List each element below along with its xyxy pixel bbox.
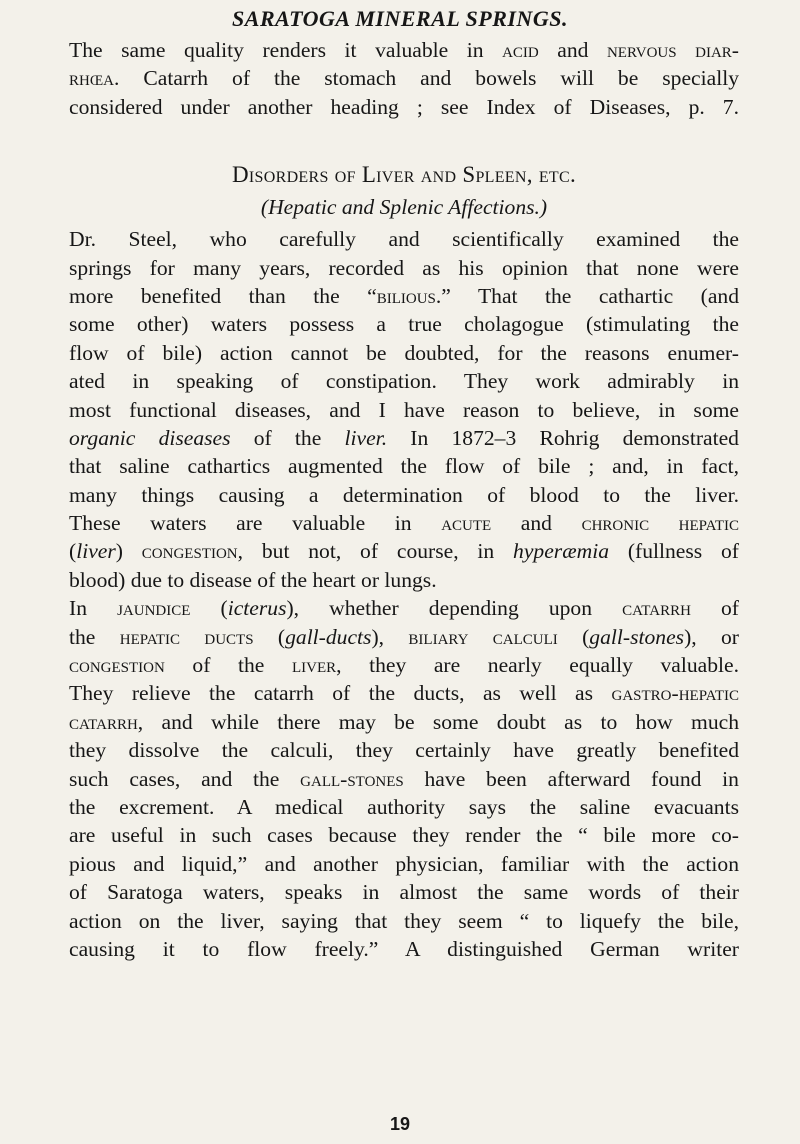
text-line xyxy=(69,367,739,395)
text-line xyxy=(69,793,739,821)
text-run: many things causing a determination of blood to the liver. xyxy=(69,482,739,507)
text-run: gall-stones xyxy=(589,624,685,649)
text-line xyxy=(69,64,739,92)
text-run: ), or xyxy=(684,624,739,649)
text-line xyxy=(69,708,739,736)
text-run: and xyxy=(538,38,607,62)
section-subheading xyxy=(69,191,739,225)
text-run: blood) due to disease of the heart or lungs. xyxy=(69,567,437,592)
text-run: liver xyxy=(76,539,116,564)
text-run: acid xyxy=(502,38,539,62)
text-run: liver. xyxy=(344,425,388,450)
text-run: of Saratoga waters, speaks in almost the same words of their xyxy=(69,880,739,905)
text-line xyxy=(69,878,739,906)
text-line xyxy=(69,424,739,452)
text-run: hepatic ducts xyxy=(119,624,254,649)
text-line xyxy=(69,396,739,424)
text-run: gall-ducts xyxy=(285,624,372,649)
text-run: ated in speaking of constipation. They work admirably in xyxy=(69,369,739,394)
page-number: 19 xyxy=(389,1114,411,1134)
text-run: jaundice xyxy=(117,596,191,621)
text-run: ( xyxy=(69,539,77,564)
text-line xyxy=(69,452,739,480)
text-line xyxy=(69,225,739,253)
text-run: flow of bile) action cannot be doubted, for the reasons enumer- xyxy=(69,340,739,365)
page-body xyxy=(69,36,739,963)
text-run: In 1872–3 Rohrig demonstrated xyxy=(387,425,739,450)
text-run: catarrh xyxy=(622,596,691,621)
text-run: acute xyxy=(441,511,492,536)
text-run: rhœa. xyxy=(69,66,120,91)
text-run: chronic hepatic xyxy=(581,511,739,536)
text-line xyxy=(69,765,739,793)
text-run: organic diseases xyxy=(69,425,231,450)
text-run: ” That the cathartic (and xyxy=(441,283,739,308)
text-line xyxy=(69,850,739,878)
text-line xyxy=(69,282,739,310)
text-line xyxy=(69,509,739,537)
text-line xyxy=(69,821,739,849)
text-run: hyperæmia xyxy=(513,539,610,564)
text-line xyxy=(69,254,739,282)
section-gap xyxy=(69,121,739,159)
text-run: springs for many years, recorded as his opinion that none were xyxy=(69,255,739,280)
text-run: In xyxy=(69,596,118,621)
text-run: ), xyxy=(371,624,409,649)
text-run: ( xyxy=(557,624,590,649)
text-line xyxy=(69,481,739,509)
text-run: of xyxy=(690,596,739,621)
text-line xyxy=(69,310,739,338)
text-run: Catarrh of the stomach and bowels will be specially xyxy=(119,66,739,91)
text-run: They relieve the catarrh of the ducts, as well as xyxy=(69,681,612,706)
text-run: biliary calculi xyxy=(408,624,558,649)
text-run: of the xyxy=(164,653,292,678)
text-line xyxy=(69,566,739,594)
text-run: ( xyxy=(190,596,228,621)
text-line xyxy=(69,651,739,679)
text-run: ) xyxy=(115,539,142,564)
paragraph-liver-disorders xyxy=(69,225,739,594)
text-line xyxy=(69,594,739,622)
text-run: causing it to flow freely.” A distinguished German writer xyxy=(69,936,739,961)
text-run: such cases, and the xyxy=(69,766,301,791)
text-run: they are nearly equally valuable. xyxy=(341,653,739,678)
text-line xyxy=(69,537,739,565)
text-run: the xyxy=(69,624,120,649)
text-run: The same quality renders it valuable in xyxy=(69,38,503,62)
text-run: and while there may be some doubt as to how much xyxy=(143,709,739,734)
text-line xyxy=(69,679,739,707)
text-run: of the xyxy=(230,425,345,450)
text-run: the excrement. A medical authority says the saline evacuants xyxy=(69,794,739,819)
text-run: congestion, xyxy=(141,539,244,564)
section-subheading-text: (Hepatic and Splenic Affections.) xyxy=(260,195,548,220)
text-run: nervous diar- xyxy=(606,38,739,62)
text-run: more benefited than the “ xyxy=(69,283,377,308)
text-run: congestion xyxy=(69,653,165,678)
text-run: they dissolve the calculi, they certainly have greatly benefited xyxy=(69,738,739,763)
text-run: ), whether depending upon xyxy=(286,596,623,621)
text-run: considered under another heading ; see Index of Diseases, p. 7. xyxy=(69,94,739,119)
text-run: some other) waters possess a true cholagogue (stimulating the xyxy=(69,312,739,337)
text-run: These waters are valuable in xyxy=(69,511,442,536)
running-head: SARATOGA MINERAL SPRINGS. xyxy=(232,6,568,31)
text-run: ( xyxy=(253,624,286,649)
text-line xyxy=(69,907,739,935)
text-run: that saline cathartics augmented the flow of bile ; and, in fact, xyxy=(69,454,739,479)
text-run: catarrh, xyxy=(69,709,144,734)
text-line xyxy=(69,339,739,367)
section-heading: Disorders of Liver and Spleen, etc. xyxy=(232,162,576,188)
text-run: have been afterward found in xyxy=(403,766,739,791)
text-line xyxy=(69,935,739,963)
text-run: but not, of course, in xyxy=(243,539,514,564)
text-line xyxy=(69,736,739,764)
text-run: (fullness of xyxy=(609,539,739,564)
text-line xyxy=(69,623,739,651)
text-run: most functional diseases, and I have reason to believe, in some xyxy=(69,397,739,422)
text-line xyxy=(69,93,739,121)
text-run: gall-stones xyxy=(300,766,404,791)
text-run: and xyxy=(491,511,582,536)
text-line xyxy=(69,36,739,64)
text-run: pious and liquid,” and another physician, familiar with the action xyxy=(69,851,739,876)
continued-paragraph xyxy=(69,36,739,121)
text-run: gastro-hepatic xyxy=(611,681,739,706)
paragraph-jaundice xyxy=(69,594,739,963)
text-run: liver, xyxy=(291,653,342,678)
text-run: bilious. xyxy=(376,283,442,308)
text-run: Dr. Steel, who carefully and scientifically examined the xyxy=(69,227,739,252)
text-run: are useful in such cases because they render the “ bile more co- xyxy=(69,823,739,848)
text-run: action on the liver, saying that they seem “ to liquefy the bile, xyxy=(69,908,739,933)
text-run: icterus xyxy=(227,596,287,621)
